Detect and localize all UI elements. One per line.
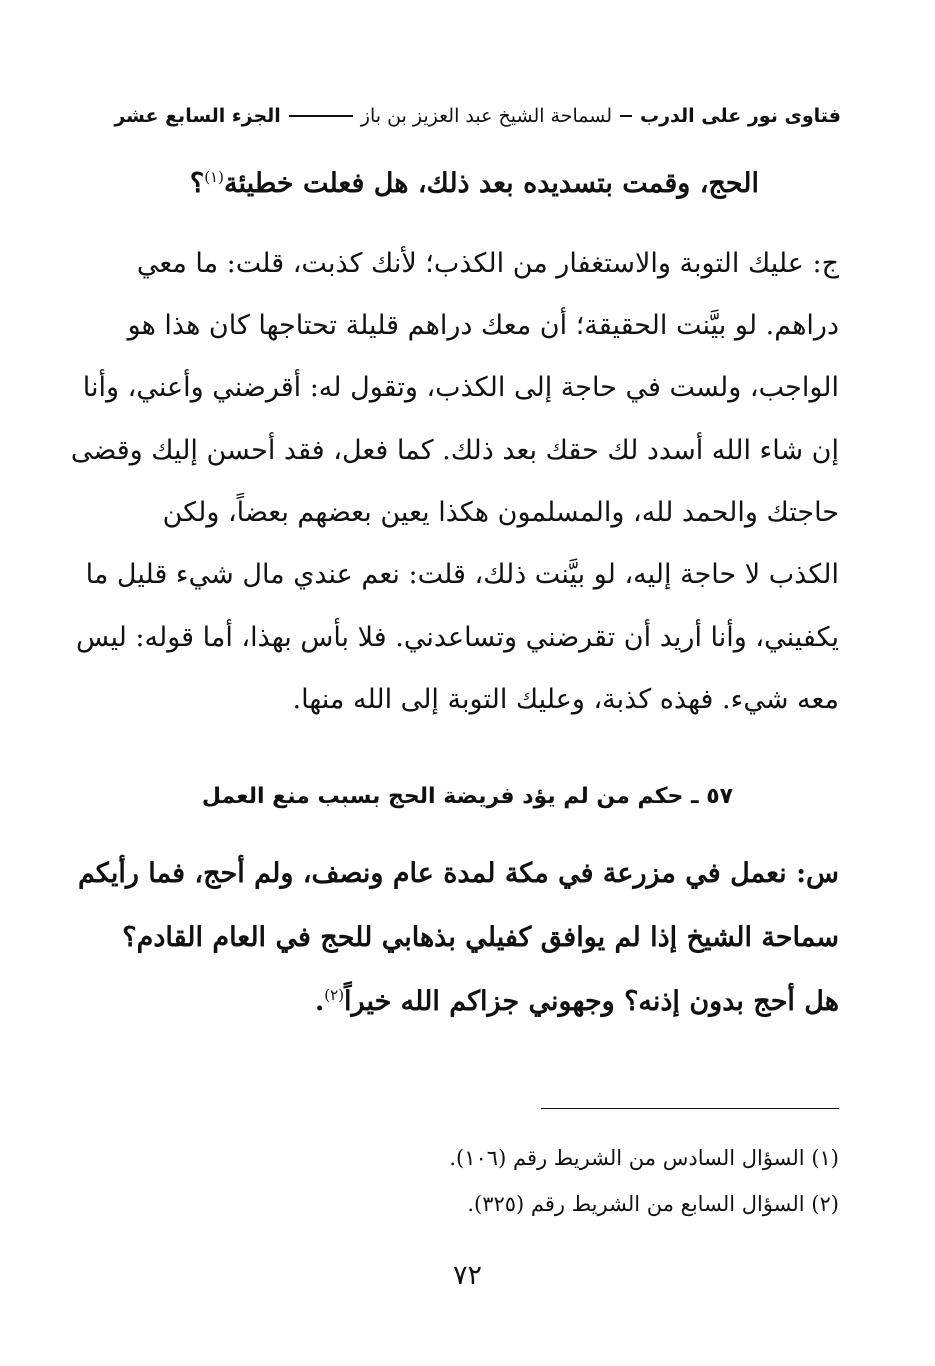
book-title: فتاوى نور على الدرب [640, 105, 841, 127]
author-name: لسماحة الشيخ عبد العزيز بن باز [360, 105, 612, 127]
running-header [72, 96, 841, 136]
question-line: سماحة الشيخ إذا لم يوافق كفيلي بذهابي للحج في العام القادم؟ [122, 922, 839, 953]
question-mark: ؟ [189, 168, 205, 199]
question-line: س: نعمل في مزرعة في مكة لمدة عام ونصف، ولم أحج، فما رأيكم [77, 858, 839, 889]
footnote-ref-1: (١) [204, 168, 224, 186]
answer-line: ج: عليك التوبة والاستغفار من الكذب؛ لأنك كذبت، قلت: ما معي [136, 248, 839, 279]
question-continuation [190, 170, 759, 197]
page-number: ٧٢ [452, 1260, 482, 1291]
volume-label: الجزء السابع عشر [114, 105, 281, 127]
question-end-dot: . [314, 986, 325, 1017]
question-line-last [315, 988, 839, 1015]
answer-line: إن شاء الله أسدد لك حقك بعد ذلك. كما فعل، فقد أحسن إليك وقضى [70, 435, 839, 466]
question-continuation-text: الحج، وقمت بتسديده بعد ذلك، هل فعلت خطيئة [223, 168, 759, 199]
question-text: هل أحج بدون إذنه؟ وجهوني جزاكم الله خيراً [344, 986, 839, 1017]
answer-line: الكذب لا حاجة إليه، لو بيَّنت ذلك، قلت: نعم عندي مال شيء قليل ما [85, 559, 839, 590]
footnote-2: (٢) السؤال السابع من الشريط رقم (٣٢٥). [467, 1192, 839, 1216]
footnote-ref-2: (٢) [324, 986, 345, 1004]
header-dash [620, 115, 632, 117]
answer-line: دراهم. لو بيَّنت الحقيقة؛ أن معك دراهم قليلة تحتاجها كان هذا هو [127, 310, 839, 341]
answer-line: الواجب، ولست في حاجة إلى الكذب، وتقول له: أقرضني وأعني، وأنا [82, 372, 839, 403]
footnote-1: (١) السؤال السادس من الشريط رقم (١٠٦). [449, 1146, 839, 1170]
footnote-separator [541, 1108, 839, 1109]
header-rule [289, 115, 353, 117]
answer-line: يكفيني، وأنا أريد أن تقرضني وتساعدني. فلا بأس بهذا، أما قوله: ليس [76, 622, 839, 653]
answer-line: حاجتك والحمد لله، والمسلمون هكذا يعين بعضهم بعضاً، ولكن [162, 497, 839, 528]
answer-line: معه شيء. فهذه كذبة، وعليك التوبة إلى الله منها. [292, 684, 839, 715]
section-title: ٥٧ ـ حكم من لم يؤد فريضة الحج بسبب منع العمل [201, 784, 734, 809]
